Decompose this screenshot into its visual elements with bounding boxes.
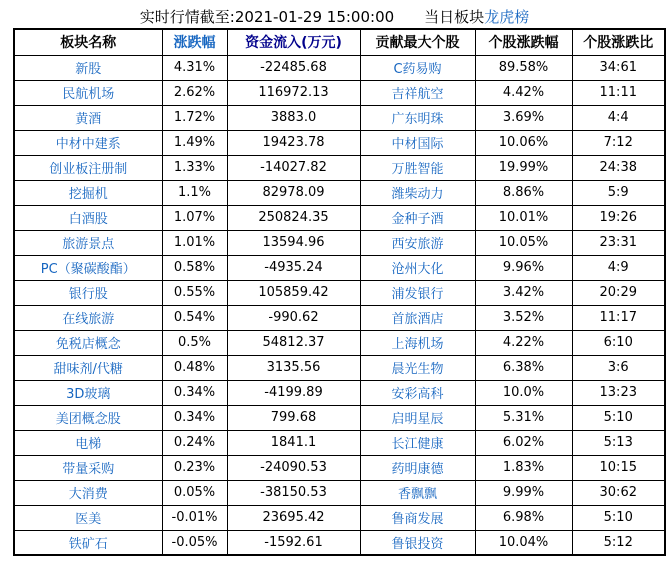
- top-stock-cell[interactable]: 万胜智能: [360, 155, 475, 180]
- stock-updown-ratio-cell: 5:9: [572, 180, 665, 205]
- column-header-capital-inflow-cell: 资金流入(万元): [227, 29, 360, 55]
- sector-name-cell[interactable]: 中材中建系: [14, 130, 162, 155]
- sector-name-cell[interactable]: 黄酒: [14, 105, 162, 130]
- sector-change-cell: 4.31%: [162, 55, 227, 80]
- capital-inflow-cell: 3135.56: [227, 355, 360, 380]
- capital-inflow-cell: -4199.89: [227, 380, 360, 405]
- sector-name-cell[interactable]: PC（聚碳酸酯）: [14, 255, 162, 280]
- top-stock-cell[interactable]: 浦发银行: [360, 280, 475, 305]
- stock-updown-ratio-cell: 34:61: [572, 55, 665, 80]
- stock-change-cell: 4.42%: [475, 80, 572, 105]
- sector-change-cell: 0.34%: [162, 380, 227, 405]
- table-row: [14, 55, 665, 80]
- capital-inflow-cell: -1592.61: [227, 530, 360, 555]
- table-row: [14, 405, 665, 430]
- capital-inflow-cell: -24090.53: [227, 455, 360, 480]
- top-stock-cell[interactable]: 香飘飘: [360, 480, 475, 505]
- table-row: [14, 530, 665, 555]
- stock-updown-ratio-cell: 19:26: [572, 205, 665, 230]
- stock-updown-ratio-cell: 11:11: [572, 80, 665, 105]
- sector-name-cell[interactable]: 带量采购: [14, 455, 162, 480]
- page-title: [0, 0, 669, 26]
- stock-change-cell: 10.0%: [475, 380, 572, 405]
- capital-inflow-cell: 250824.35: [227, 205, 360, 230]
- title-board-label: 当日板块: [424, 8, 485, 26]
- sector-name-cell[interactable]: 新股: [14, 55, 162, 80]
- sector-name-cell[interactable]: 铁矿石: [14, 530, 162, 555]
- sector-name-cell[interactable]: 挖掘机: [14, 180, 162, 205]
- stock-updown-ratio-cell: 5:12: [572, 530, 665, 555]
- capital-inflow-cell: -4935.24: [227, 255, 360, 280]
- sector-change-cell: -0.01%: [162, 505, 227, 530]
- sector-name-cell[interactable]: 免税店概念: [14, 330, 162, 355]
- capital-inflow-cell: 13594.96: [227, 230, 360, 255]
- sector-name-cell[interactable]: 大消费: [14, 480, 162, 505]
- stock-updown-ratio-cell: 10:15: [572, 455, 665, 480]
- capital-inflow-cell: -38150.53: [227, 480, 360, 505]
- column-header-stock-updown-ratio-cell: 个股涨跌比: [572, 29, 665, 55]
- sector-ranking-table: [13, 28, 666, 556]
- sector-name-cell[interactable]: 创业板注册制: [14, 155, 162, 180]
- top-stock-cell[interactable]: 长江健康: [360, 430, 475, 455]
- column-header-stock-change-cell: 个股涨跌幅: [475, 29, 572, 55]
- table-row: [14, 355, 665, 380]
- top-stock-cell[interactable]: 金种子酒: [360, 205, 475, 230]
- capital-inflow-cell: -14027.82: [227, 155, 360, 180]
- sector-name-cell[interactable]: 3D玻璃: [14, 380, 162, 405]
- table-row: [14, 505, 665, 530]
- title-timestamp: 实时行情截至:2021-01-29 15:00:00: [139, 8, 395, 26]
- top-stock-cell[interactable]: 首旅酒店: [360, 305, 475, 330]
- capital-inflow-cell: 116972.13: [227, 80, 360, 105]
- stock-updown-ratio-cell: 3:6: [572, 355, 665, 380]
- table-row: [14, 205, 665, 230]
- sector-change-cell: 2.62%: [162, 80, 227, 105]
- top-stock-cell[interactable]: 广东明珠: [360, 105, 475, 130]
- stock-updown-ratio-cell: 7:12: [572, 130, 665, 155]
- sector-name-cell[interactable]: 美团概念股: [14, 405, 162, 430]
- stock-updown-ratio-cell: 4:4: [572, 105, 665, 130]
- capital-inflow-cell: 799.68: [227, 405, 360, 430]
- stock-updown-ratio-cell: 13:23: [572, 380, 665, 405]
- top-stock-cell[interactable]: 启明星辰: [360, 405, 475, 430]
- stock-change-cell: 9.96%: [475, 255, 572, 280]
- sector-change-cell: 0.58%: [162, 255, 227, 280]
- stock-change-cell: 8.86%: [475, 180, 572, 205]
- top-stock-cell[interactable]: 安彩高科: [360, 380, 475, 405]
- table-header-row: [14, 29, 665, 55]
- stock-updown-ratio-cell: 30:62: [572, 480, 665, 505]
- sector-change-cell: 0.48%: [162, 355, 227, 380]
- table-row: [14, 155, 665, 180]
- top-stock-cell[interactable]: 药明康德: [360, 455, 475, 480]
- stock-updown-ratio-cell: 24:38: [572, 155, 665, 180]
- sector-change-cell: 0.34%: [162, 405, 227, 430]
- sector-change-cell: 0.24%: [162, 430, 227, 455]
- sector-change-cell: 0.5%: [162, 330, 227, 355]
- capital-inflow-cell: 105859.42: [227, 280, 360, 305]
- column-header-sector-name-cell: 板块名称: [14, 29, 162, 55]
- sector-name-cell[interactable]: 白酒股: [14, 205, 162, 230]
- sector-change-cell: 1.49%: [162, 130, 227, 155]
- capital-inflow-cell: 19423.78: [227, 130, 360, 155]
- capital-inflow-cell: 3883.0: [227, 105, 360, 130]
- stock-updown-ratio-cell: 5:13: [572, 430, 665, 455]
- stock-updown-ratio-cell: 5:10: [572, 505, 665, 530]
- sector-name-cell[interactable]: 银行股: [14, 280, 162, 305]
- capital-inflow-cell: 23695.42: [227, 505, 360, 530]
- capital-inflow-cell: -22485.68: [227, 55, 360, 80]
- sector-change-cell: -0.05%: [162, 530, 227, 555]
- top-stock-cell[interactable]: 晨光生物: [360, 355, 475, 380]
- capital-inflow-cell: -990.62: [227, 305, 360, 330]
- table-row: [14, 480, 665, 505]
- sector-name-cell[interactable]: 电梯: [14, 430, 162, 455]
- dragon-tiger-board-link[interactable]: 龙虎榜: [484, 8, 530, 26]
- top-stock-cell[interactable]: 沧州大化: [360, 255, 475, 280]
- stock-change-cell: 10.05%: [475, 230, 572, 255]
- table-row: [14, 130, 665, 155]
- top-stock-cell[interactable]: 西安旅游: [360, 230, 475, 255]
- stock-change-cell: 19.99%: [475, 155, 572, 180]
- stock-updown-ratio-cell: 20:29: [572, 280, 665, 305]
- stock-change-cell: 10.01%: [475, 205, 572, 230]
- stock-change-cell: 4.22%: [475, 330, 572, 355]
- sector-change-cell: 0.05%: [162, 480, 227, 505]
- stock-change-cell: 6.02%: [475, 430, 572, 455]
- table-row: [14, 455, 665, 480]
- table-row: [14, 230, 665, 255]
- top-stock-cell[interactable]: 潍柴动力: [360, 180, 475, 205]
- capital-inflow-cell: 54812.37: [227, 330, 360, 355]
- column-header-top-stock-cell: 贡献最大个股: [360, 29, 475, 55]
- table-row: [14, 280, 665, 305]
- table-row: [14, 330, 665, 355]
- table-row: [14, 105, 665, 130]
- sector-name-cell[interactable]: 医美: [14, 505, 162, 530]
- sector-change-cell: 0.23%: [162, 455, 227, 480]
- stock-change-cell: 89.58%: [475, 55, 572, 80]
- sector-change-cell: 0.55%: [162, 280, 227, 305]
- stock-change-cell: 3.52%: [475, 305, 572, 330]
- stock-updown-ratio-cell: 4:9: [572, 255, 665, 280]
- stock-updown-ratio-cell: 5:10: [572, 405, 665, 430]
- top-stock-cell[interactable]: 中材国际: [360, 130, 475, 155]
- top-stock-cell[interactable]: 上海机场: [360, 330, 475, 355]
- top-stock-cell[interactable]: 吉祥航空: [360, 80, 475, 105]
- stock-change-cell: 3.69%: [475, 105, 572, 130]
- stock-change-cell: 10.06%: [475, 130, 572, 155]
- table-row: [14, 180, 665, 205]
- table-row: [14, 380, 665, 405]
- sector-change-cell: 0.54%: [162, 305, 227, 330]
- stock-change-cell: 1.83%: [475, 455, 572, 480]
- sector-change-cell: 1.72%: [162, 105, 227, 130]
- sector-name-cell[interactable]: 在线旅游: [14, 305, 162, 330]
- table-row: [14, 305, 665, 330]
- sector-name-cell[interactable]: 民航机场: [14, 80, 162, 105]
- table-row: [14, 430, 665, 455]
- stock-updown-ratio-cell: 11:17: [572, 305, 665, 330]
- capital-inflow-cell: 1841.1: [227, 430, 360, 455]
- sector-change-cell: 1.33%: [162, 155, 227, 180]
- sector-change-cell: 1.1%: [162, 180, 227, 205]
- top-stock-cell[interactable]: C药易购: [360, 55, 475, 80]
- stock-change-cell: 6.38%: [475, 355, 572, 380]
- top-stock-cell[interactable]: 鲁银投资: [360, 530, 475, 555]
- stock-change-cell: 10.04%: [475, 530, 572, 555]
- stock-updown-ratio-cell: 23:31: [572, 230, 665, 255]
- stock-change-cell: 3.42%: [475, 280, 572, 305]
- sector-change-cell: 1.01%: [162, 230, 227, 255]
- table-row: [14, 80, 665, 105]
- sector-change-cell: 1.07%: [162, 205, 227, 230]
- stock-change-cell: 6.98%: [475, 505, 572, 530]
- sector-name-cell[interactable]: 甜味剂/代糖: [14, 355, 162, 380]
- column-header-sector-change-cell: 涨跌幅: [162, 29, 227, 55]
- stock-updown-ratio-cell: 6:10: [572, 330, 665, 355]
- stock-change-cell: 9.99%: [475, 480, 572, 505]
- stock-change-cell: 5.31%: [475, 405, 572, 430]
- table-row: [14, 255, 665, 280]
- capital-inflow-cell: 82978.09: [227, 180, 360, 205]
- sector-name-cell[interactable]: 旅游景点: [14, 230, 162, 255]
- top-stock-cell[interactable]: 鲁商发展: [360, 505, 475, 530]
